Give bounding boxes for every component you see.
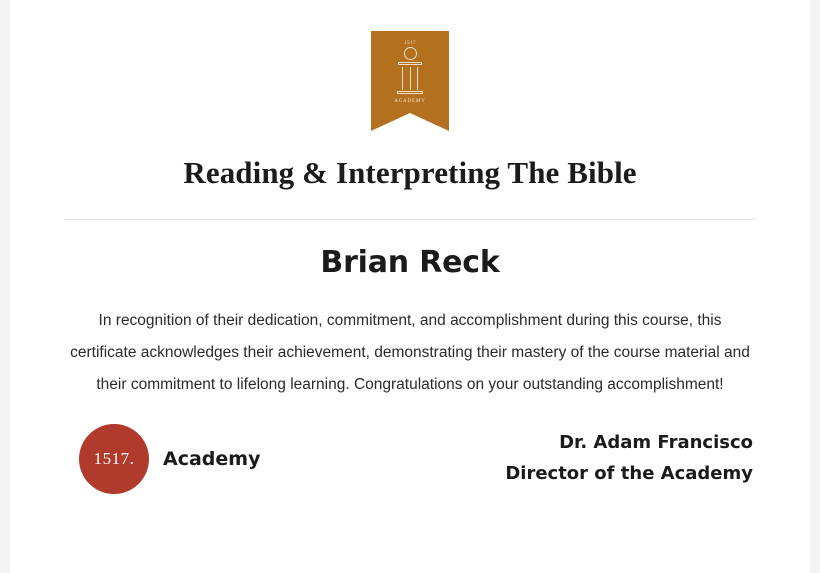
- crest-wordmark: ACADEMY: [394, 99, 426, 104]
- pillar-shaft: [402, 67, 418, 90]
- pillar-base: [397, 91, 423, 94]
- organization-block: [65, 424, 260, 494]
- organization-name: Academy: [163, 448, 261, 471]
- pillar-capital: [398, 62, 422, 65]
- signer-role: Director of the Academy: [505, 463, 753, 485]
- signer-name: Dr. Adam Francisco: [559, 432, 753, 454]
- certificate-footer: [65, 424, 755, 494]
- pillar-icon: [397, 62, 423, 96]
- crest-year-label: 1517: [404, 41, 416, 46]
- organization-seal: 1517.: [79, 424, 149, 494]
- certificate-body-text: In recognition of their dedication, commitment, and accomplishment during this course, this certificate acknowledges their achievement, demonstrating their mastery of the course material and their commitment to lifelong learning. Congratulations on your outstanding accomplishment!: [70, 312, 750, 394]
- signature-block: [505, 424, 755, 487]
- title-divider: [64, 219, 756, 220]
- academy-crest-icon: [371, 31, 449, 131]
- recipient-name: Brian Reck: [320, 245, 500, 281]
- crest-emblem: [371, 31, 449, 119]
- certificate-title: Reading & Interpreting The Bible: [183, 155, 637, 190]
- crest-circle-icon: [404, 47, 417, 60]
